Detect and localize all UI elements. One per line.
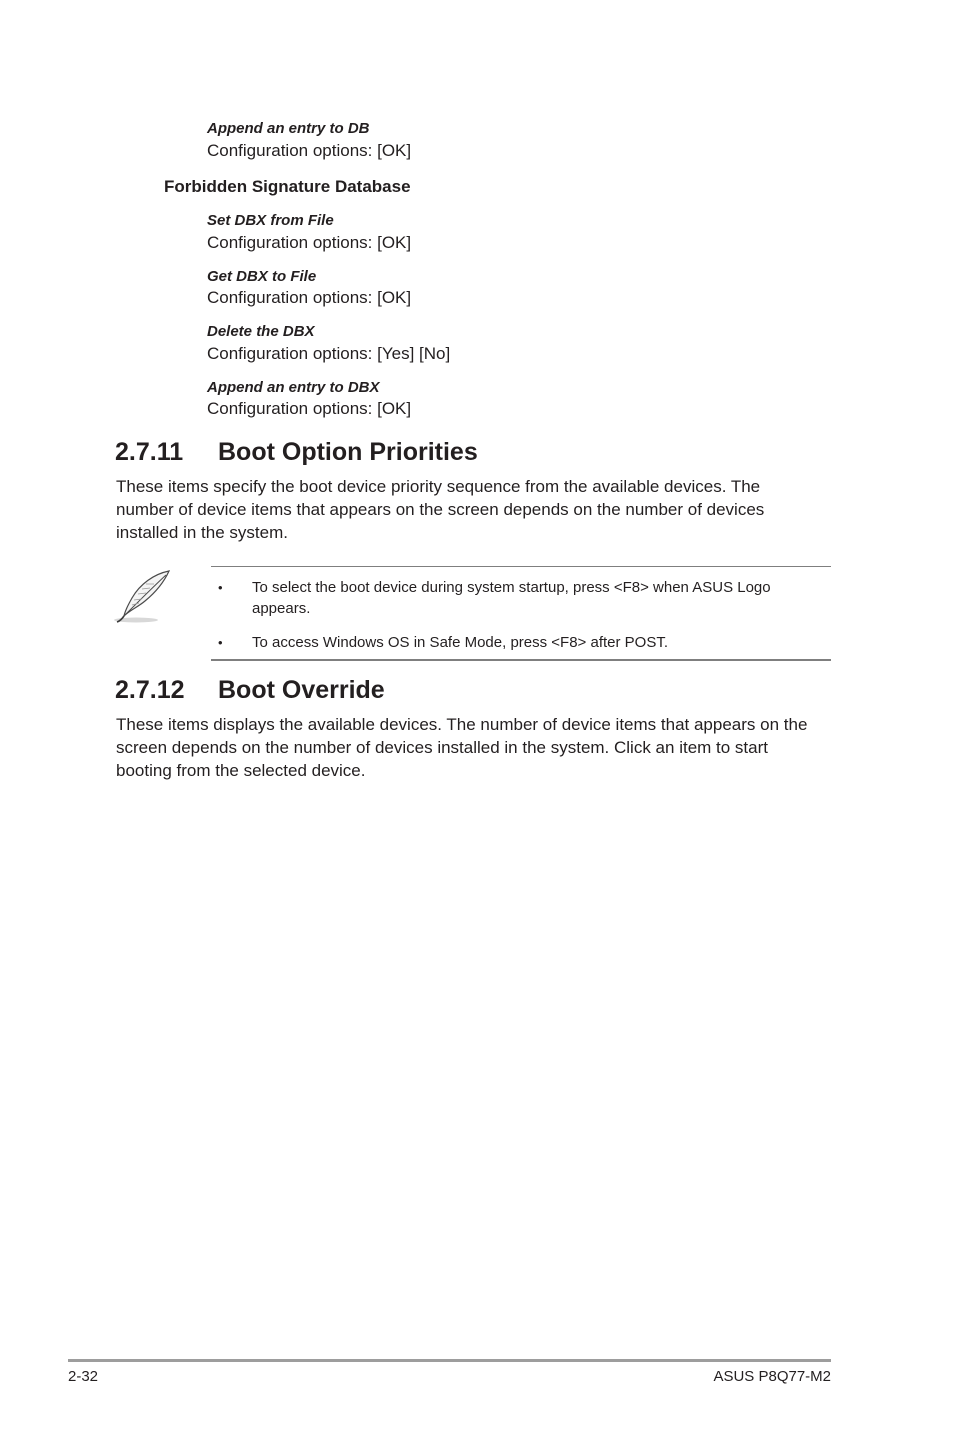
section-number: 2.7.11 [115,438,184,466]
note-bottom-divider [211,659,831,661]
item-title-append-db: Append an entry to DB [207,120,370,137]
note-bullet-1: To select the boot device during system startup, press <F8> when ASUS Logo appears. [252,579,771,617]
section-heading-boot-option-priorities [115,437,478,467]
item-title-get-dbx: Get DBX to File [207,268,317,285]
item-title-set-dbx: Set DBX from File [207,212,334,229]
item-title-append-dbx: Append an entry to DBX [207,379,380,396]
feather-pen-icon [112,568,174,628]
note-top-divider [211,566,831,567]
footer-page-number: 2-32 [68,1368,99,1385]
item-options-append-db: Configuration options: [OK] [207,141,412,160]
note-bullet-dot: • [218,580,223,595]
footer-product-name: ASUS P8Q77-M2 [713,1368,831,1385]
section-title: Boot Override [218,676,385,704]
item-options-append-dbx: Configuration options: [OK] [207,399,412,418]
section-body-boot-override: These items displays the available devices. The number of device items that appears on the screen depends on the number of devices installed in the system. Click an item to start booting from the selected device. [116,715,808,780]
item-title-delete-dbx: Delete the DBX [207,323,315,340]
section-body-boot-option-priorities: These items specify the boot device priority sequence from the available devices. The number of device items that appears on the screen depends on the number of devices installed in the system. [116,477,765,542]
footer-divider [68,1359,831,1362]
section-title: Boot Option Priorities [218,438,478,466]
section-number: 2.7.12 [115,676,185,704]
note-bullet-dot: • [218,635,223,650]
note-bullet-2: To access Windows OS in Safe Mode, press <F8> after POST. [252,634,669,651]
item-options-set-dbx: Configuration options: [OK] [207,233,412,252]
forbidden-signature-heading: Forbidden Signature Database [164,177,411,196]
item-options-delete-dbx: Configuration options: [Yes] [No] [207,344,451,363]
section-heading-boot-override [115,675,385,705]
item-options-get-dbx: Configuration options: [OK] [207,288,412,307]
